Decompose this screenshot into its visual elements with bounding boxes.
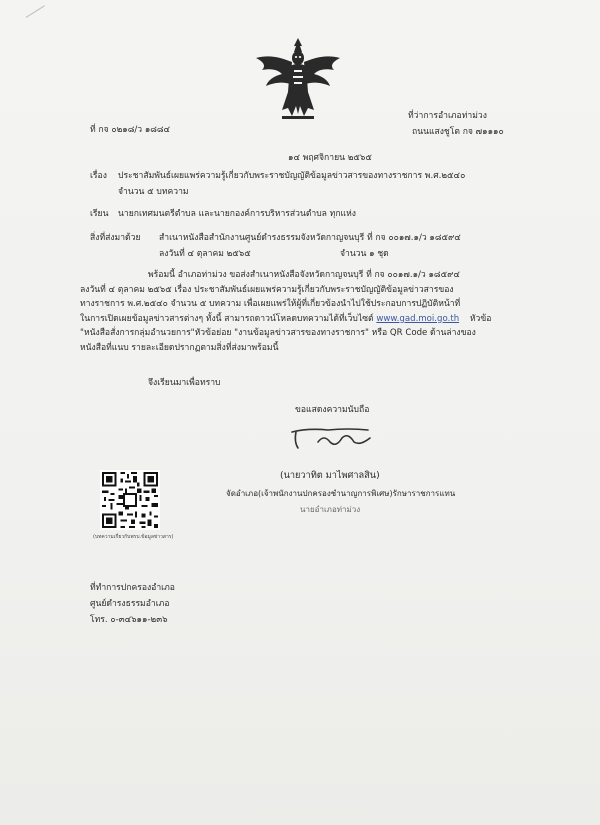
footer-line2: ศูนย์ดำรงธรรมอำเภอ xyxy=(90,599,170,609)
signer-name: (นายวาทิต มาไพศาลสิน) xyxy=(280,470,380,481)
subject-label: เรื่อง xyxy=(90,171,107,181)
handwritten-signature-icon xyxy=(288,424,378,454)
enclosure-line1: สำเนาหนังสือสำนักงานศูนย์ดำรงธรรมจังหวัดกาญจนบุรี ที่ กจ ๐๐๑๗.๑/ว ๑๘๕๙๔ xyxy=(159,233,461,243)
enclosure-line2: ลงวันที่ ๔ ตุลาคม ๒๕๖๕ xyxy=(159,249,251,259)
garuda-emblem-icon xyxy=(252,36,344,122)
office-address-line2: ถนนแสงชูโต กจ ๗๑๑๑๐ xyxy=(412,127,504,137)
closing-line: จึงเรียนมาเพื่อทราบ xyxy=(148,378,221,388)
body-line-with-link xyxy=(80,312,552,327)
footer-line1: ที่ทำการปกครองอำเภอ xyxy=(90,583,175,593)
body-line: ทางราชการ พ.ศ.๒๕๔๐ จำนวน ๕ บทความ เพื่อเผยแพร่ให้ผู้ที่เกี่ยวข้องนำไปใช้ประกอบการปฏิบัติหน้าที่ xyxy=(80,299,461,309)
recipient-text: นายกเทศมนตรีตำบล และนายกองค์การบริหารส่วนตำบล ทุกแห่ง xyxy=(118,209,356,219)
signer-title-line1: จัดอำเภอ(เจ้าพนักงานปกครองชำนาญการพิเศษ)รักษาราชการแทน xyxy=(226,489,456,498)
body-line: พร้อมนี้ อำเภอท่าม่วง ขอส่งสำเนาหนังสือจังหวัดกาญจนบุรี ที่ กจ ๐๐๑๗.๑/ว ๑๘๕๙๔ xyxy=(148,270,460,280)
recipient-label: เรียน xyxy=(90,209,109,219)
page-fold-mark xyxy=(26,5,53,29)
document-date: ๑๔ พฤศจิกายน ๒๕๖๕ xyxy=(288,153,372,163)
enclosure-label: สิ่งที่ส่งมาด้วย xyxy=(90,233,141,243)
subject-text: ประชาสัมพันธ์เผยแพร่ความรู้เกี่ยวกับพระราชบัญญัติข้อมูลข่าวสารของทางราชการ พ.ศ.๒๕๔๐ xyxy=(118,171,466,181)
body-paragraph xyxy=(80,268,552,355)
body-line: ในการเปิดเผยข้อมูลข่าวสารต่างๆ ทั้งนี้ สามารถดาวน์โหลดบทความได้ที่เว็บไซต์ xyxy=(80,313,374,324)
signer-title-line2: นายอำเภอท่าม่วง xyxy=(300,505,361,514)
website-link[interactable]: www.gad.moi.go.th xyxy=(376,313,460,324)
qr-caption: (บทความเกี่ยวกับพรบ.ข้อมูลข่าวสาร) xyxy=(93,534,174,540)
qr-code-icon[interactable] xyxy=(100,470,160,530)
reference-number: ที่ กจ ๐๒๑๘/ว ๑๘๘๔ xyxy=(90,125,171,135)
body-line: หนังสือที่แนบ รายละเอียดปรากฏตามสิ่งที่ส่งมาพร้อมนี้ xyxy=(80,342,279,353)
office-address-line1: ที่ว่าการอำเภอท่าม่วง xyxy=(408,111,487,121)
subject-count: จำนวน ๕ บทความ xyxy=(118,187,189,197)
body-line: หัวข้อ xyxy=(469,313,492,324)
enclosure-count: จำนวน ๑ ชุด xyxy=(340,249,389,259)
footer-phone: โทร. ๐-๓๔๖๑๑-๒๓๖ xyxy=(90,615,168,625)
body-line: ลงวันที่ ๔ ตุลาคม ๒๕๖๕ เรื่อง ประชาสัมพันธ์เผยแพร่ความรู้เกี่ยวกับพระราชบัญญัติข้อมูลข่าวสารของ xyxy=(80,284,454,295)
regards-line: ขอแสดงความนับถือ xyxy=(295,405,370,415)
body-line: "หนังสือสั่งการกลุ่มอำนวยการ"หัวข้อย่อย "งานข้อมูลข่าวสารของทางราชการ" หรือ QR Code ด้านล่างของ xyxy=(80,328,476,338)
